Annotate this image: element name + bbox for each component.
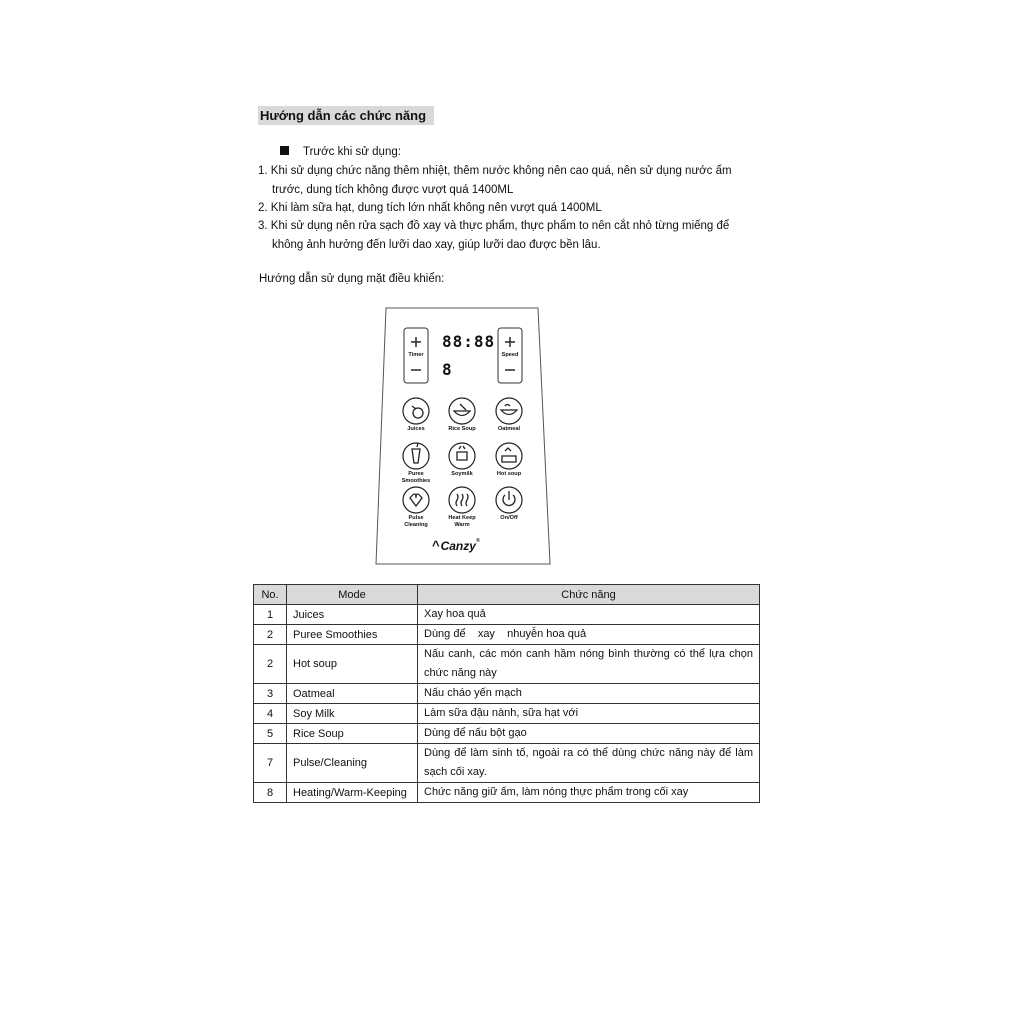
hot-soup-label: Hot soup xyxy=(496,471,522,477)
modes-table xyxy=(253,584,760,803)
before-use-label: Trước khi sử dụng: xyxy=(303,146,401,158)
instruction-item-3 xyxy=(258,217,765,254)
panel-heading: Hướng dẫn sử dụng mặt điều khiển: xyxy=(259,273,445,285)
rice-soup-label: Rice Soup xyxy=(448,426,476,432)
oatmeal-label: Oatmeal xyxy=(497,426,521,432)
cell-no: 5 xyxy=(254,724,287,744)
cell-mode: Rice Soup xyxy=(287,724,418,744)
cell-mode: Juices xyxy=(287,605,418,625)
item-3-line-1: 3. Khi sử dụng nên rửa sạch đồ xay và thực phẩm, thực phẩm to nên cắt nhỏ từng miếng để xyxy=(258,220,730,232)
cell-no: 1 xyxy=(254,605,287,625)
juices-label: Juices xyxy=(407,426,425,432)
on-off-label: On/Off xyxy=(500,515,518,521)
puree-smoothies-label: Puree Smoothies xyxy=(401,471,431,484)
header-mode: Mode xyxy=(287,585,418,605)
cell-mode: Pulse/Cleaning xyxy=(287,744,418,783)
table-row xyxy=(254,605,760,625)
header-function: Chức năng xyxy=(418,585,760,605)
item-1-line-1: 1. Khi sử dụng chức năng thêm nhiệt, thêm nước không nên cao quá, nên sử dụng nước ấm xyxy=(258,165,732,177)
table-header-row xyxy=(254,585,760,605)
cell-mode: Hot soup xyxy=(287,645,418,684)
cell-no: 2 xyxy=(254,645,287,684)
item-3-line-2: không ảnh hưởng đến lưỡi dao xay, giúp lưỡi dao được bền lâu. xyxy=(272,238,601,251)
header-no: No. xyxy=(254,585,287,605)
pulse-cleaning-label: Pulse Cleaning xyxy=(404,515,428,528)
instruction-item-1 xyxy=(258,162,765,199)
table-row xyxy=(254,625,760,645)
cell-no: 7 xyxy=(254,744,287,783)
cell-fn: Dùng để xay nhuyễn hoa quả xyxy=(418,625,760,645)
table-row xyxy=(254,744,760,783)
cell-no: 3 xyxy=(254,684,287,704)
table-row xyxy=(254,684,760,704)
cell-fn: Nấu cháo yến mạch xyxy=(418,684,760,704)
item-2-line-1: 2. Khi làm sữa hạt, dung tích lớn nhất không nên vượt quá 1400ML xyxy=(258,202,602,214)
cell-fn: Nấu canh, các món canh hầm nóng bình thường có thể lựa chọn chức năng này xyxy=(418,645,760,684)
cell-mode: Oatmeal xyxy=(287,684,418,704)
instruction-item-2 xyxy=(258,199,765,218)
table-row xyxy=(254,783,760,803)
cell-fn: Xay hoa quả xyxy=(418,605,760,625)
cell-fn: Dùng để làm sinh tố, ngoài ra có thể dùng chức năng này để làm sạch cối xay. xyxy=(418,744,760,783)
cell-fn: Chức năng giữ ấm, làm nóng thực phẩm trong cối xay xyxy=(418,783,760,803)
brand-logo: ^Canzy® xyxy=(432,538,480,553)
cell-no: 2 xyxy=(254,625,287,645)
speed-display: 8 xyxy=(442,360,452,379)
heat-keep-warm-label: Heat Keep Warm xyxy=(448,515,476,528)
cell-mode: Puree Smoothies xyxy=(287,625,418,645)
time-display: 88:88 xyxy=(442,332,496,351)
item-1-line-2: trước, dung tích không được vượt quá 1400ML xyxy=(272,183,514,196)
before-use-line xyxy=(280,146,401,158)
soymilk-label: Soymilk xyxy=(451,471,473,477)
section-heading: Hướng dẫn các chức năng xyxy=(258,106,434,125)
table-row xyxy=(254,704,760,724)
cell-no: 4 xyxy=(254,704,287,724)
square-bullet-icon xyxy=(280,146,289,155)
cell-mode: Heating/Warm-Keeping xyxy=(287,783,418,803)
speed-label: Speed xyxy=(501,352,519,358)
table-row xyxy=(254,645,760,684)
cell-no: 8 xyxy=(254,783,287,803)
cell-fn: Dùng để nấu bột gạo xyxy=(418,724,760,744)
cell-fn: Làm sữa đậu nành, sữa hạt với xyxy=(418,704,760,724)
timer-label: Timer xyxy=(408,352,424,358)
table-row xyxy=(254,724,760,744)
cell-mode: Soy Milk xyxy=(287,704,418,724)
control-panel xyxy=(374,306,552,566)
